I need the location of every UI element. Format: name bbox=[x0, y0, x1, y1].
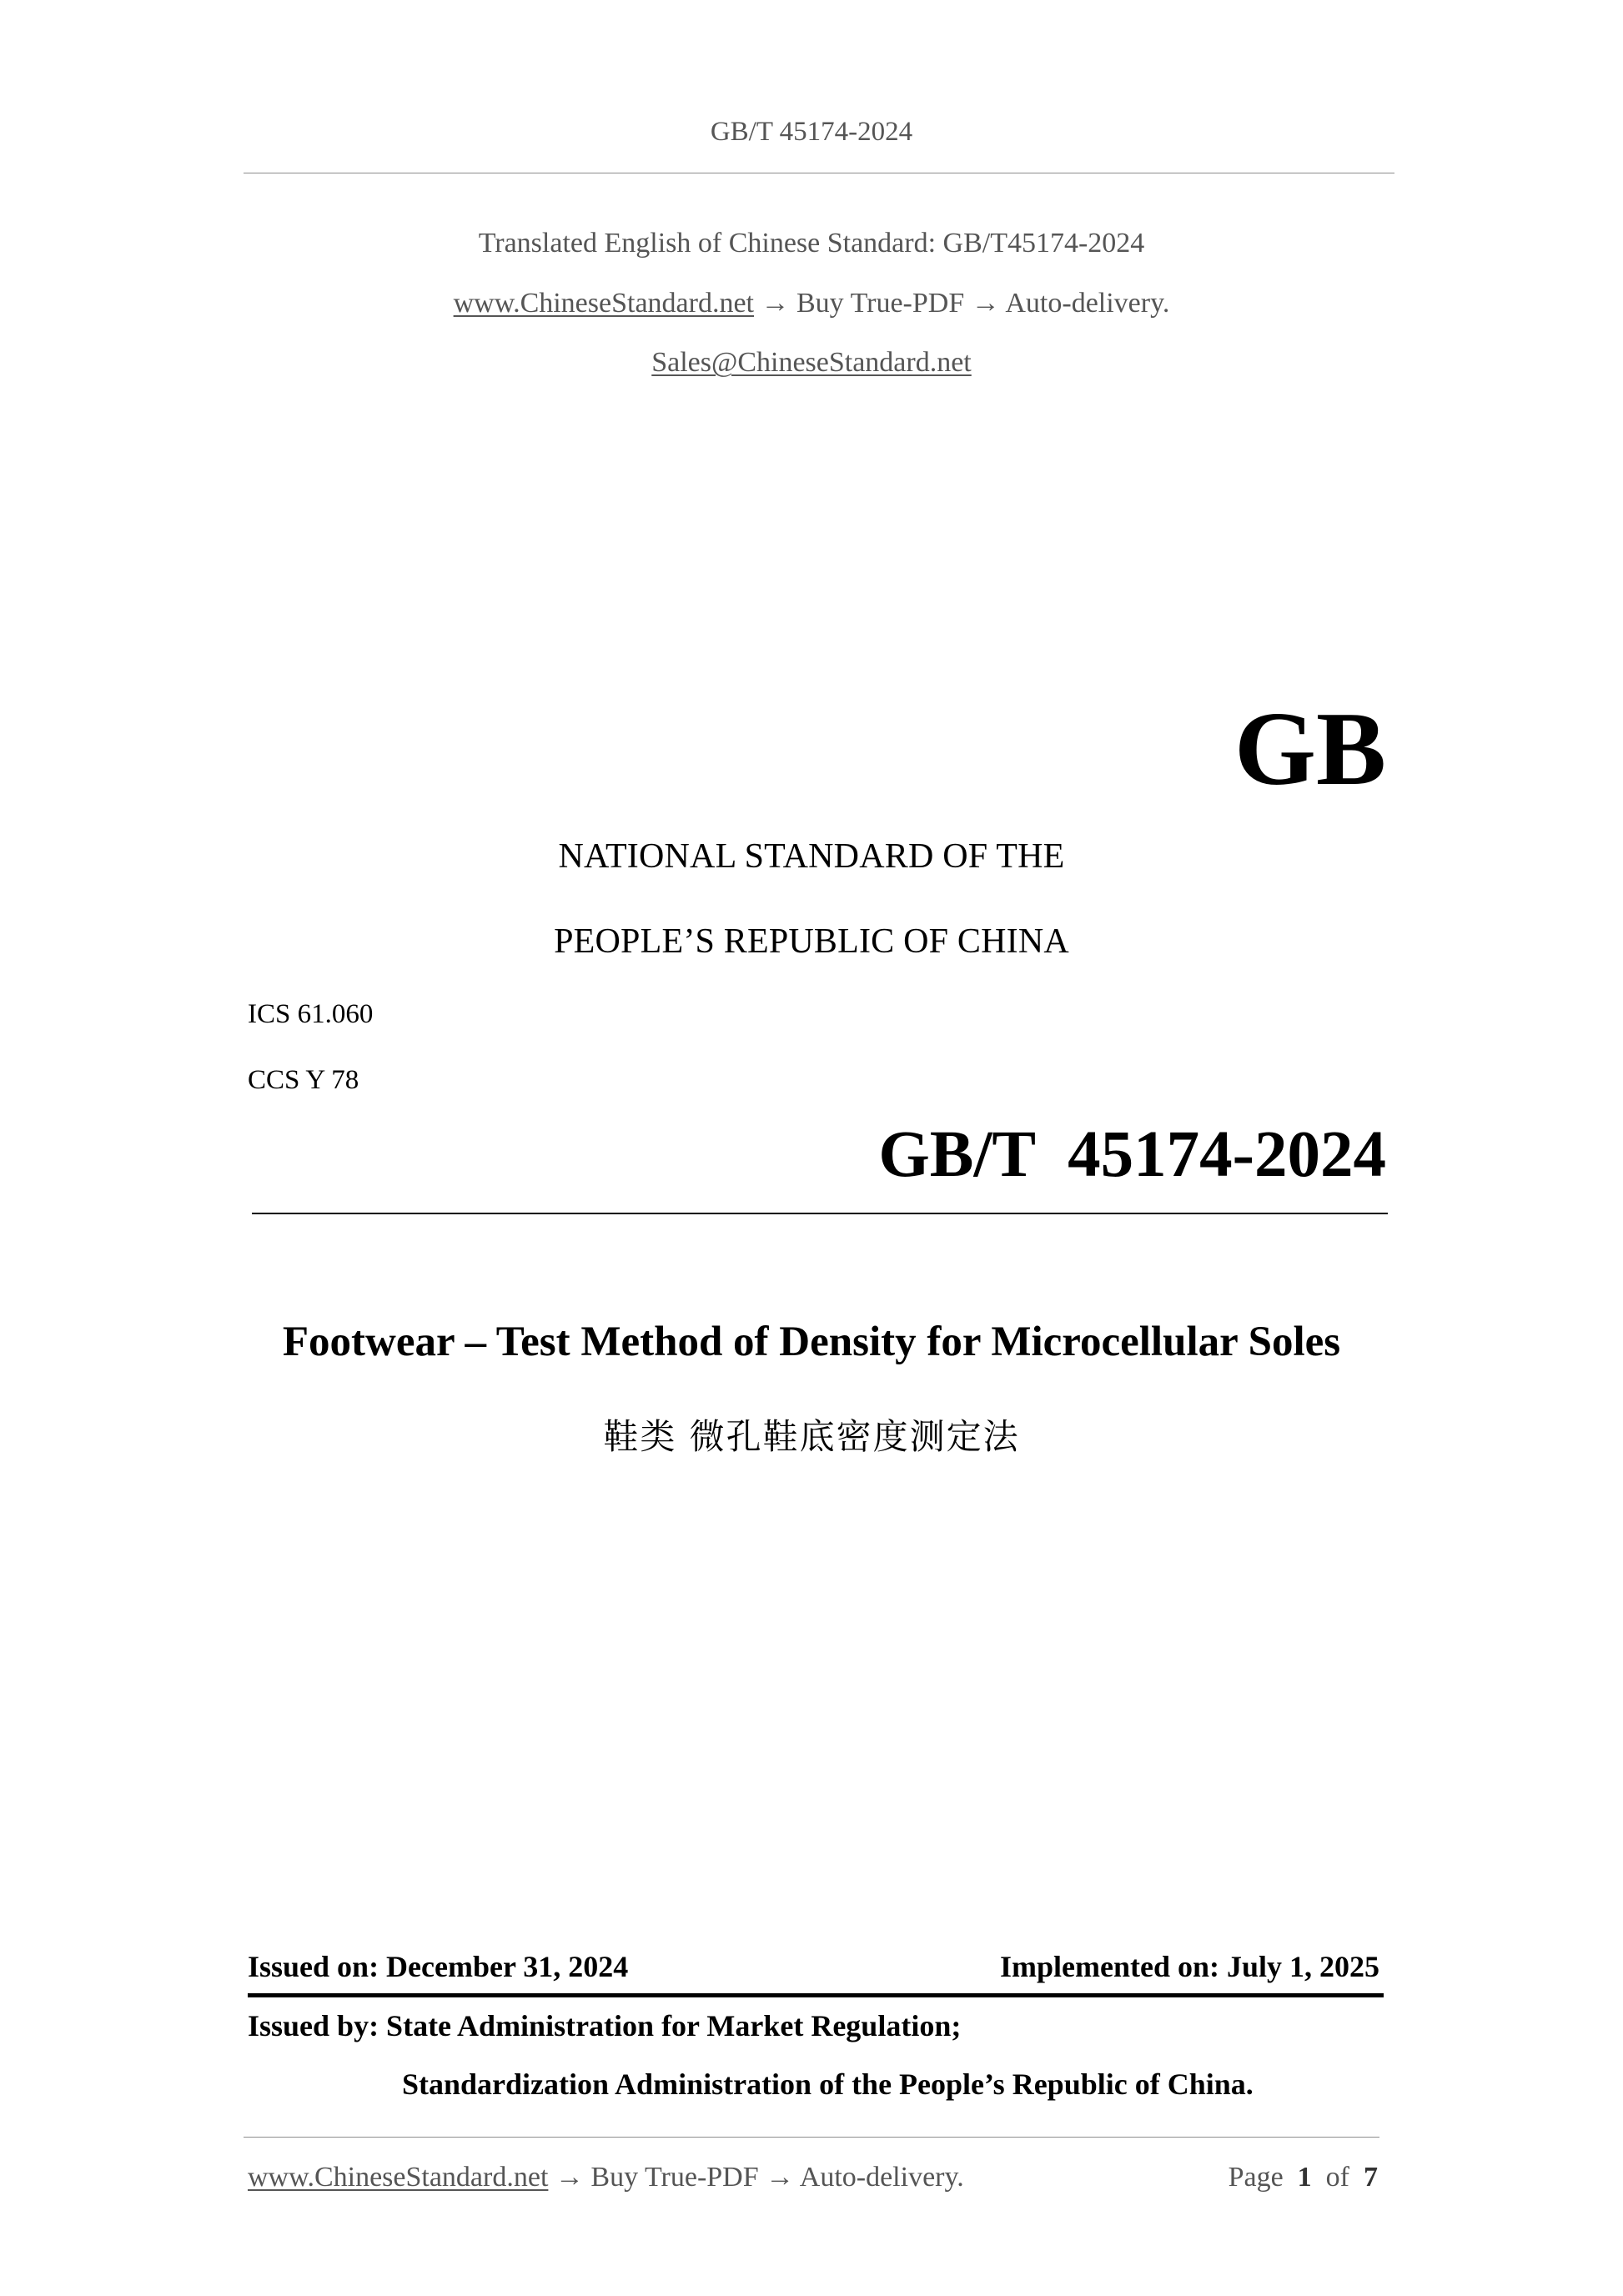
site-link[interactable]: www.ChineseStandard.net bbox=[453, 288, 754, 319]
issued-by: Issued by: State Administration for Market Regulation; bbox=[248, 2009, 962, 2042]
footer-buy-notice bbox=[248, 2162, 964, 2193]
standard-number-divider bbox=[252, 1213, 1388, 1214]
arrow-icon: → bbox=[555, 2162, 584, 2193]
delivery-text: Auto-delivery. bbox=[1005, 288, 1170, 319]
ccs-code: CCS Y 78 bbox=[248, 1065, 359, 1095]
page-number: 1 bbox=[1297, 2162, 1312, 2193]
sales-line bbox=[0, 347, 1623, 379]
gb-mark: GB bbox=[1234, 691, 1386, 807]
buy-notice bbox=[0, 288, 1623, 319]
arrow-icon: → bbox=[766, 2162, 795, 2193]
footer-buy-text: Buy True-PDF bbox=[590, 2162, 759, 2193]
footer-divider bbox=[244, 2137, 1379, 2138]
implemented-on-date: Implemented on: July 1, 2025 bbox=[999, 1950, 1379, 1983]
running-header: GB/T 45174-2024 bbox=[710, 117, 913, 147]
page-total: 7 bbox=[1364, 2162, 1378, 2193]
issue-divider bbox=[248, 1993, 1384, 1997]
translation-notice: Translated English of Chinese Standard: GB/T45174-2024 bbox=[478, 228, 1145, 259]
buy-text: Buy True-PDF bbox=[796, 288, 965, 319]
english-title: Footwear – Test Method of Density for Microcellular Soles bbox=[282, 1319, 1341, 1365]
sales-email-link[interactable]: Sales@ChineseStandard.net bbox=[651, 347, 972, 378]
republic-line: PEOPLE’S REPUBLIC OF CHINA bbox=[554, 922, 1069, 961]
page-indicator bbox=[1229, 2162, 1378, 2193]
arrow-icon: → bbox=[971, 288, 1000, 319]
footer-delivery-text: Auto-delivery. bbox=[799, 2162, 964, 2193]
issued-by-continued: Standardization Administration of the People’s Republic of China. bbox=[402, 2067, 1254, 2101]
of-label: of bbox=[1325, 2162, 1349, 2193]
arrow-icon: → bbox=[761, 288, 790, 319]
national-standard-line: NATIONAL STANDARD OF THE bbox=[558, 837, 1065, 876]
issued-on-date: Issued on: December 31, 2024 bbox=[248, 1950, 629, 1983]
footer-site-link[interactable]: www.ChineseStandard.net bbox=[248, 2162, 549, 2193]
page-label: Page bbox=[1228, 2162, 1284, 2193]
ics-code: ICS 61.060 bbox=[248, 999, 374, 1029]
chinese-title: 鞋类 微孔鞋底密度测定法 bbox=[603, 1416, 1020, 1457]
standard-number: GB/T 45174-2024 bbox=[878, 1118, 1386, 1191]
